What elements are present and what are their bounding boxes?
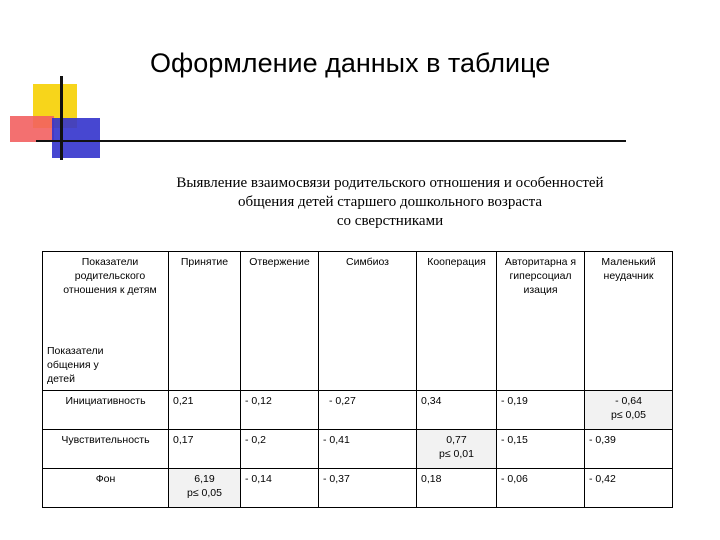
corner-cell [43,252,169,391]
column-header: Отвержение [241,252,319,391]
decor-red-square [10,116,54,142]
column-header: Маленький неудачник [585,252,673,391]
corner-bottom-label: Показатели общения у детей [47,345,104,385]
caption-line-3: со сверстниками [336,213,444,229]
table-cell: - 0,39 [585,430,673,469]
row-label: Инициативность [43,391,169,430]
table-cell: - 0,19 [497,391,585,430]
caption-line-2: общения детей старшего дошкольного возраста [237,194,543,210]
table-cell: 0,34 [417,391,497,430]
table-row [43,469,673,508]
column-header: Авторитарна я гиперсоциал изация [497,252,585,391]
corner-top-label: Показатели родительского отношения к детям [63,256,157,296]
table-cell: - 0,42 [585,469,673,508]
column-header: Кооперация [417,252,497,391]
table-row [43,430,673,469]
table-cell: - 0,37 [319,469,417,508]
table-cell: 0,21 [169,391,241,430]
table-cell: 0,17 [169,430,241,469]
table-cell: - 0,06 [497,469,585,508]
table-header-row [43,252,673,391]
table-cell-significant: 6,19 p≤ 0,05 [169,469,241,508]
row-label: Фон [43,469,169,508]
table-cell: - 0,2 [241,430,319,469]
decor-vertical-line [60,76,63,160]
table-cell-significant: 0,77 p≤ 0,01 [417,430,497,469]
slide-title: Оформление данных в таблице [150,48,551,78]
column-header: Принятие [169,252,241,391]
decor-horizontal-line [36,140,626,142]
table-cell-significant: - 0,64 p≤ 0,05 [585,391,673,430]
caption-line-1: Выявление взаимосвязи родительского отношения и особенностей [176,175,604,191]
column-header: Симбиоз [319,252,417,391]
table-cell: - 0,15 [497,430,585,469]
table-row [43,391,673,430]
table-cell: - 0,41 [319,430,417,469]
table-caption [100,174,680,231]
table-cell: - 0,14 [241,469,319,508]
table-cell: - 0,12 [241,391,319,430]
data-table [42,251,673,508]
table-cell: - 0,27 [319,391,417,430]
row-label: Чувствительность [43,430,169,469]
table-cell: 0,18 [417,469,497,508]
